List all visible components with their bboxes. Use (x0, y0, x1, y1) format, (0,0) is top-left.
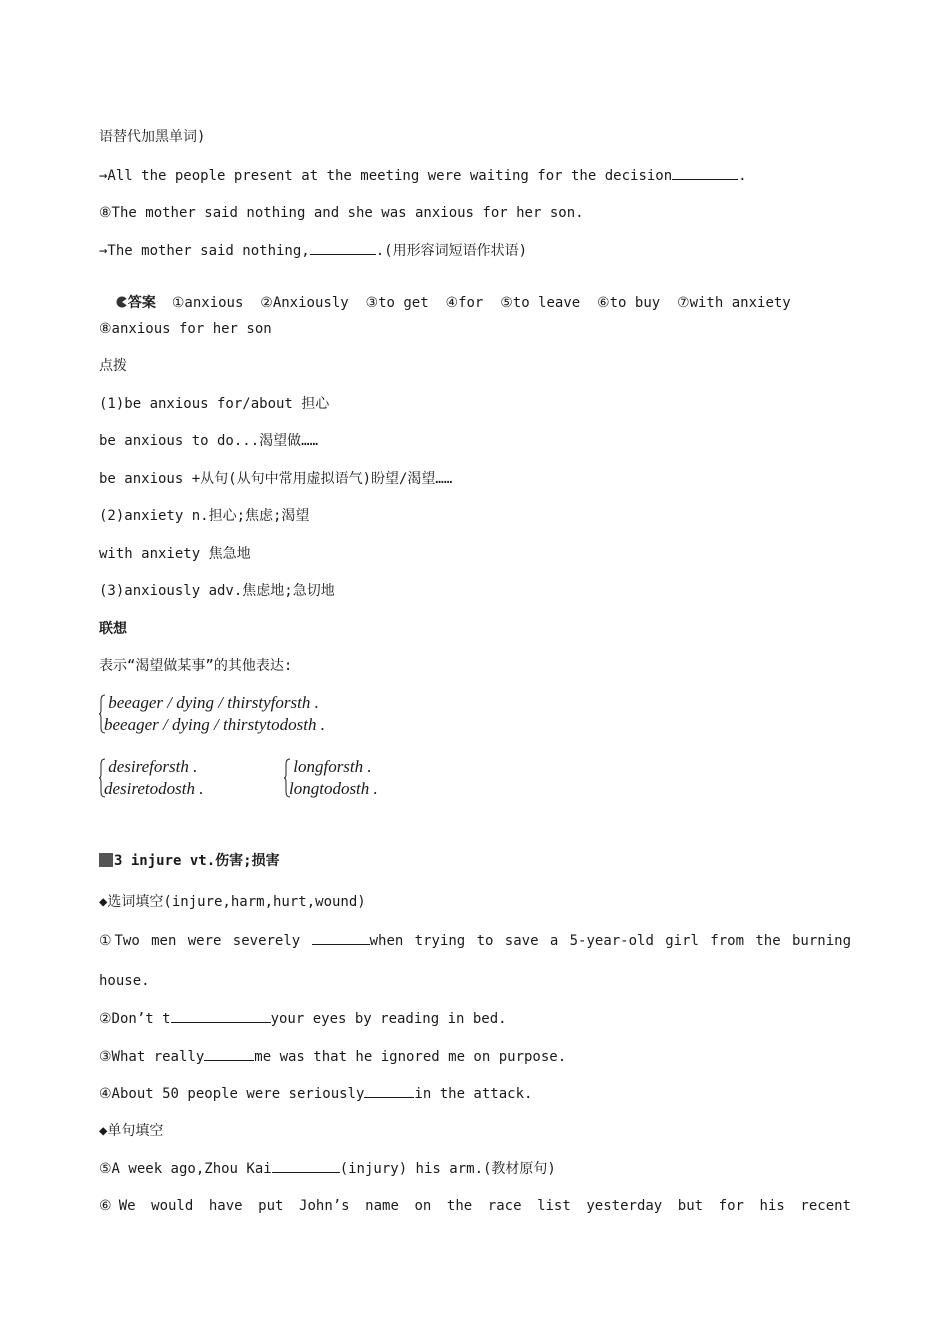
expression-group (284, 756, 434, 802)
text-line: be anxious to do...渴望做…… (99, 433, 319, 449)
fill-blank (171, 1009, 271, 1023)
square-icon (99, 853, 113, 867)
section-heading: 联想 (99, 621, 127, 637)
text-line: ◆单句填空 (99, 1123, 164, 1139)
answer-icon (116, 296, 128, 308)
line-text: ⑤A week ago,Zhou Kai (99, 1161, 272, 1177)
text-line: 表示“渴望做某事”的其他表达: (99, 658, 293, 674)
expression-line: beeager / dying / thirstyforsth . (104, 693, 319, 712)
line-text: ④About 50 people were seriously (99, 1086, 365, 1102)
text-line: ⑥We would have put John’s name on the race list yesterday but for his recent (99, 1198, 851, 1214)
text-line: (2)anxiety n.担心;焦虑;渴望 (99, 508, 310, 524)
answer-items: ①anxious ②Anxiously ③to get ④for ⑤to leave ⑥to buy ⑦with anxiety (171, 295, 791, 311)
text-line: ◆选词填空(injure,harm,hurt,wound) (99, 894, 366, 910)
text-line (99, 1047, 566, 1066)
line-text: ②Don’t t (99, 1011, 171, 1027)
text-line (99, 166, 747, 185)
answer-line (99, 276, 791, 312)
text-line: house. (99, 973, 150, 989)
expression-line: longtodosth . (289, 779, 378, 798)
line-text: in the attack. (414, 1086, 533, 1102)
line-text: →All the people present at the meeting were waiting for the decision (99, 168, 673, 184)
expression-line: longforsth . (289, 757, 372, 776)
expression-line: desiretodosth . (104, 779, 204, 798)
text-line: ⑧anxious for her son (99, 321, 272, 337)
text-line: be anxious +从句(从句中常用虚拟语气)盼望/渴望…… (99, 471, 453, 487)
line-text: me was that he ignored me on purpose. (254, 1049, 567, 1065)
line-text: ③What really (99, 1049, 205, 1065)
answer-label: 答案 (127, 295, 156, 311)
line-text: when trying to save a 5-year-old girl from the burning (369, 933, 852, 949)
fill-blank (672, 166, 738, 180)
expression-line: beeager / dying / thirstytodosth . (104, 715, 325, 734)
text-line: 点拨 (99, 358, 127, 374)
text-line (99, 1009, 507, 1028)
text-line: ⑧The mother said nothing and she was anxious for her son. (99, 205, 584, 221)
section-title-text: 3 injure vt.伤害;损害 (114, 853, 280, 869)
line-text: (injury) his arm.(教材原句) (339, 1161, 556, 1177)
line-text: ①Two men were severely (99, 933, 301, 949)
fill-blank (310, 241, 376, 255)
section-title (99, 852, 280, 870)
text-line (99, 1159, 556, 1178)
text-line (99, 1084, 532, 1103)
line-text: . (738, 168, 747, 184)
line-text: →The mother said nothing, (99, 243, 310, 259)
fill-blank (312, 931, 370, 945)
text-line: (1)be anxious for/about 担心 (99, 396, 330, 412)
fill-blank (204, 1047, 254, 1061)
expression-group (99, 692, 399, 738)
text-line (99, 931, 851, 950)
expression-group (99, 756, 249, 802)
text-line (99, 241, 527, 260)
text-line: with anxiety 焦急地 (99, 546, 251, 562)
expression-line: desireforsth . (104, 757, 198, 776)
line-text: .(用形容词短语作状语) (375, 243, 528, 259)
fill-blank (364, 1084, 414, 1098)
line-text: your eyes by reading in bed. (270, 1011, 507, 1027)
text-line: (3)anxiously adv.焦虑地;急切地 (99, 583, 335, 599)
text-line: 语替代加黑单词) (99, 129, 206, 145)
fill-blank (272, 1159, 340, 1173)
